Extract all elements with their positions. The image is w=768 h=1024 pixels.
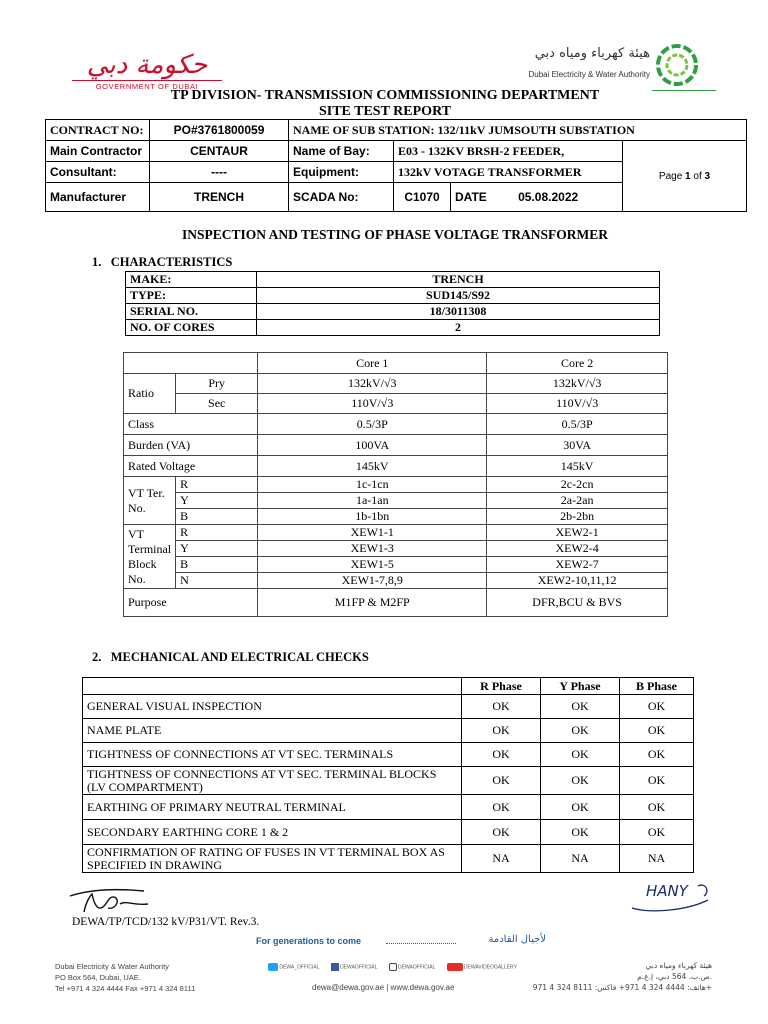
consultant-value: ----	[150, 162, 289, 183]
rated-voltage-core-2: 145kV	[487, 456, 668, 477]
section-2-heading: 2. MECHANICAL AND ELECTRICAL CHECKS	[92, 650, 369, 664]
bay-label: Name of Bay:	[289, 141, 394, 162]
checks-table	[82, 677, 694, 873]
phase-label: R	[176, 525, 258, 541]
class-core-2: 0.5/3P	[487, 414, 668, 435]
vt-ter-row	[124, 493, 668, 509]
block-core-1: XEW1-5	[258, 557, 487, 573]
footer-right	[520, 960, 712, 993]
check-row	[83, 845, 694, 873]
scada-label: SCADA No:	[289, 183, 394, 212]
footer-tel-arabic: هاتف: 4444 324 4 971+ فاكس: 8111 324 4 971+	[532, 983, 712, 992]
footer-address: PO Box 564, Dubai, UAE.	[55, 973, 141, 982]
block-core-2: XEW2-7	[487, 557, 668, 573]
check-b-result: OK	[620, 820, 694, 845]
burden-core-1: 100VA	[258, 435, 487, 456]
check-item: CONFIRMATION OF RATING OF FUSES IN VT TERMINAL BOX AS SPECIFIED IN DRAWING	[83, 845, 462, 873]
ratio-sec-row	[124, 394, 668, 414]
report-title: TP DIVISION- TRANSMISSION COMMISSIONING DEPARTMENT	[170, 88, 600, 103]
page-number: 1	[685, 170, 691, 182]
check-b-result: OK	[620, 719, 694, 743]
date-value: 05.08.2022	[518, 190, 579, 204]
phase-label: B	[176, 509, 258, 525]
burden-row	[124, 435, 668, 456]
ratio-pry-row	[124, 374, 668, 394]
check-row	[83, 719, 694, 743]
ter-core-1: 1a-1an	[258, 493, 487, 509]
dewa-logo	[500, 40, 700, 90]
core-1-header: Core 1	[258, 353, 487, 374]
sec-label: Sec	[176, 394, 258, 414]
main-contractor-label: Main Contractor	[46, 141, 150, 162]
signature-right-text: HANY	[646, 882, 688, 900]
pry-core-2: 132kV/√3	[487, 374, 668, 394]
dewa-logo-arabic: هيئة كهرباء ومياه دبي	[534, 46, 650, 61]
section-1-heading: 1. CHARACTERISTICS	[92, 255, 233, 269]
core-details-table	[123, 352, 668, 617]
vt-ter-row	[124, 509, 668, 525]
check-r-result: OK	[462, 719, 541, 743]
check-row	[83, 767, 694, 795]
check-y-result: OK	[541, 767, 620, 795]
check-r-result: OK	[462, 820, 541, 845]
sec-core-2: 110V/√3	[487, 394, 668, 414]
check-b-result: OK	[620, 795, 694, 820]
info-row	[46, 120, 747, 141]
footer-org-arabic: هيئة كهرباء ومياه دبي	[645, 961, 712, 970]
burden-core-2: 30VA	[487, 435, 668, 456]
vt-ter-row	[124, 477, 668, 493]
characteristic-value: 18/3011308	[257, 304, 660, 320]
instagram-handle[interactable]: DEWAOFFICIAL	[398, 964, 436, 971]
document-reference: DEWA/TP/TCD/132 kV/P31/VT. Rev.3.	[72, 916, 260, 928]
ter-core-1: 1b-1bn	[258, 509, 487, 525]
class-label: Class	[124, 414, 258, 435]
check-row	[83, 795, 694, 820]
signature-right	[628, 878, 714, 912]
burden-label: Burden (VA)	[124, 435, 258, 456]
facebook-handle[interactable]: DEWAOFFICIAL	[340, 964, 378, 971]
twitter-icon[interactable]	[268, 963, 278, 971]
page-indicator	[623, 141, 747, 212]
main-contractor-value: CENTAUR	[150, 141, 289, 162]
check-r-result: OK	[462, 695, 541, 719]
ter-core-2: 2a-2an	[487, 493, 668, 509]
class-row	[124, 414, 668, 435]
instagram-icon[interactable]	[389, 963, 397, 971]
vt-ter-label: VT Ter. No.	[124, 477, 176, 525]
check-b-result: OK	[620, 767, 694, 795]
characteristic-label: MAKE:	[126, 272, 257, 288]
gov-logo-arabic: حكومة دبي	[86, 50, 208, 80]
block-core-2: XEW2-10,11,12	[487, 573, 668, 589]
check-y-result: NA	[541, 845, 620, 873]
manufacturer-value: TRENCH	[150, 183, 289, 212]
date-label: DATE	[455, 190, 487, 204]
check-item: EARTHING OF PRIMARY NEUTRAL TERMINAL	[83, 795, 462, 820]
rated-voltage-row	[124, 456, 668, 477]
corner-cell	[124, 353, 258, 374]
check-r-result: OK	[462, 743, 541, 767]
characteristic-row	[126, 304, 660, 320]
check-r-result: NA	[462, 845, 541, 873]
contract-label: CONTRACT NO:	[46, 120, 150, 141]
report-subtitle: SITE TEST REPORT	[318, 104, 452, 119]
characteristic-value: TRENCH	[257, 272, 660, 288]
vt-block-row	[124, 525, 668, 541]
consultant-label: Consultant:	[46, 162, 150, 183]
ratio-label: Ratio	[124, 374, 176, 414]
characteristic-value: 2	[257, 320, 660, 336]
dewa-emblem-icon	[654, 42, 700, 88]
block-core-1: XEW1-7,8,9	[258, 573, 487, 589]
check-row	[83, 695, 694, 719]
check-row	[83, 820, 694, 845]
check-b-result: OK	[620, 743, 694, 767]
vt-block-label: VT Terminal Block No.	[124, 525, 176, 589]
vt-block-row	[124, 557, 668, 573]
r-phase-header: R Phase	[462, 678, 541, 695]
contract-value: PO#3761800059	[150, 120, 289, 141]
footer-slogan-line	[386, 943, 456, 944]
core-header-row	[124, 353, 668, 374]
characteristic-row	[126, 288, 660, 304]
phase-label: Y	[176, 493, 258, 509]
characteristic-row	[126, 320, 660, 336]
rated-voltage-core-1: 145kV	[258, 456, 487, 477]
purpose-row	[124, 589, 668, 617]
check-row	[83, 743, 694, 767]
characteristic-row	[126, 272, 660, 288]
ter-core-2: 2b-2bn	[487, 509, 668, 525]
facebook-icon[interactable]	[331, 963, 339, 971]
phase-label: R	[176, 477, 258, 493]
scada-value: C1070	[394, 183, 451, 212]
check-b-result: NA	[620, 845, 694, 873]
header-divider	[652, 90, 716, 91]
purpose-label: Purpose	[124, 589, 258, 617]
footer-web[interactable]: dewa@dewa.gov.ae | www.dewa.gov.ae	[312, 983, 455, 992]
check-item: NAME PLATE	[83, 719, 462, 743]
substation-name: NAME OF SUB STATION: 132/11kV JUMSOUTH SUBSTATION	[289, 120, 747, 141]
core-2-header: Core 2	[487, 353, 668, 374]
dewa-logo-english: Dubai Electricity & Water Authority	[528, 70, 650, 79]
characteristic-label: SERIAL NO.	[126, 304, 257, 320]
page-total: 3	[704, 170, 711, 182]
footer-org: Dubai Electricity & Water Authority	[55, 962, 169, 971]
footer-slogan: For generations to come	[256, 936, 362, 946]
pry-label: Pry	[176, 374, 258, 394]
footer-slogan-arabic: لأجيال القادمة	[488, 934, 546, 945]
gov-logo-english: GOVERNMENT OF DUBAI	[72, 80, 222, 91]
check-item: SECONDARY EARTHING CORE 1 & 2	[83, 820, 462, 845]
purpose-core-1: M1FP & M2FP	[258, 589, 487, 617]
youtube-handle[interactable]: DEWAVIDEOGALLERY	[463, 964, 517, 971]
b-phase-header: B Phase	[620, 678, 694, 695]
phase-label: B	[176, 557, 258, 573]
check-y-result: OK	[541, 719, 620, 743]
check-item: TIGHTNESS OF CONNECTIONS AT VT SEC. TERMINALS	[83, 743, 462, 767]
ter-core-2: 2c-2cn	[487, 477, 668, 493]
page-label: Page	[658, 170, 683, 182]
check-r-result: OK	[462, 795, 541, 820]
block-core-2: XEW2-1	[487, 525, 668, 541]
report-info-table	[45, 119, 747, 212]
check-r-result: OK	[462, 767, 541, 795]
checks-corner-cell	[83, 678, 462, 695]
purpose-core-2: DFR,BCU & BVS	[487, 589, 668, 617]
check-y-result: OK	[541, 795, 620, 820]
twitter-handle[interactable]: DEWA_OFFICIAL	[279, 964, 320, 971]
y-phase-header: Y Phase	[541, 678, 620, 695]
info-row	[46, 141, 747, 162]
footer-address-arabic: ص.ب. 564 دبي، إ.ع.م.	[637, 972, 712, 981]
footer-social	[268, 963, 517, 971]
date-cell	[451, 183, 623, 212]
bay-value: E03 - 132KV BRSH-2 FEEDER,	[394, 141, 623, 162]
check-item: GENERAL VISUAL INSPECTION	[83, 695, 462, 719]
block-core-2: XEW2-4	[487, 541, 668, 557]
phase-label: N	[176, 573, 258, 589]
vt-block-row	[124, 573, 668, 589]
footer-tel: Tel +971 4 324 4444 Fax +971 4 324 8111	[55, 984, 196, 993]
class-core-1: 0.5/3P	[258, 414, 487, 435]
characteristic-label: NO. OF CORES	[126, 320, 257, 336]
youtube-icon[interactable]	[447, 963, 463, 971]
characteristics-table	[125, 271, 660, 336]
check-item: TIGHTNESS OF CONNECTIONS AT VT SEC. TERMINAL BLOCKS (LV COMPARTMENT)	[83, 767, 462, 795]
vt-block-row	[124, 541, 668, 557]
block-core-1: XEW1-1	[258, 525, 487, 541]
footer-slogan-bar	[256, 934, 546, 950]
check-b-result: OK	[620, 695, 694, 719]
rated-voltage-label: Rated Voltage	[124, 456, 258, 477]
equipment-label: Equipment:	[289, 162, 394, 183]
characteristic-value: SUD145/S92	[257, 288, 660, 304]
block-core-1: XEW1-3	[258, 541, 487, 557]
pry-core-1: 132kV/√3	[258, 374, 487, 394]
ter-core-1: 1c-1cn	[258, 477, 487, 493]
manufacturer-label: Manufacturer	[46, 183, 150, 212]
sec-core-1: 110V/√3	[258, 394, 487, 414]
check-y-result: OK	[541, 820, 620, 845]
checks-header-row	[83, 678, 694, 695]
footer-left	[55, 961, 195, 994]
check-y-result: OK	[541, 695, 620, 719]
page-of: of	[693, 170, 702, 182]
equipment-value: 132kV VOTAGE TRANSFORMER	[394, 162, 623, 183]
characteristic-label: TYPE:	[126, 288, 257, 304]
document-title: INSPECTION AND TESTING OF PHASE VOLTAGE TRANSFORMER	[181, 227, 609, 242]
phase-label: Y	[176, 541, 258, 557]
check-y-result: OK	[541, 743, 620, 767]
